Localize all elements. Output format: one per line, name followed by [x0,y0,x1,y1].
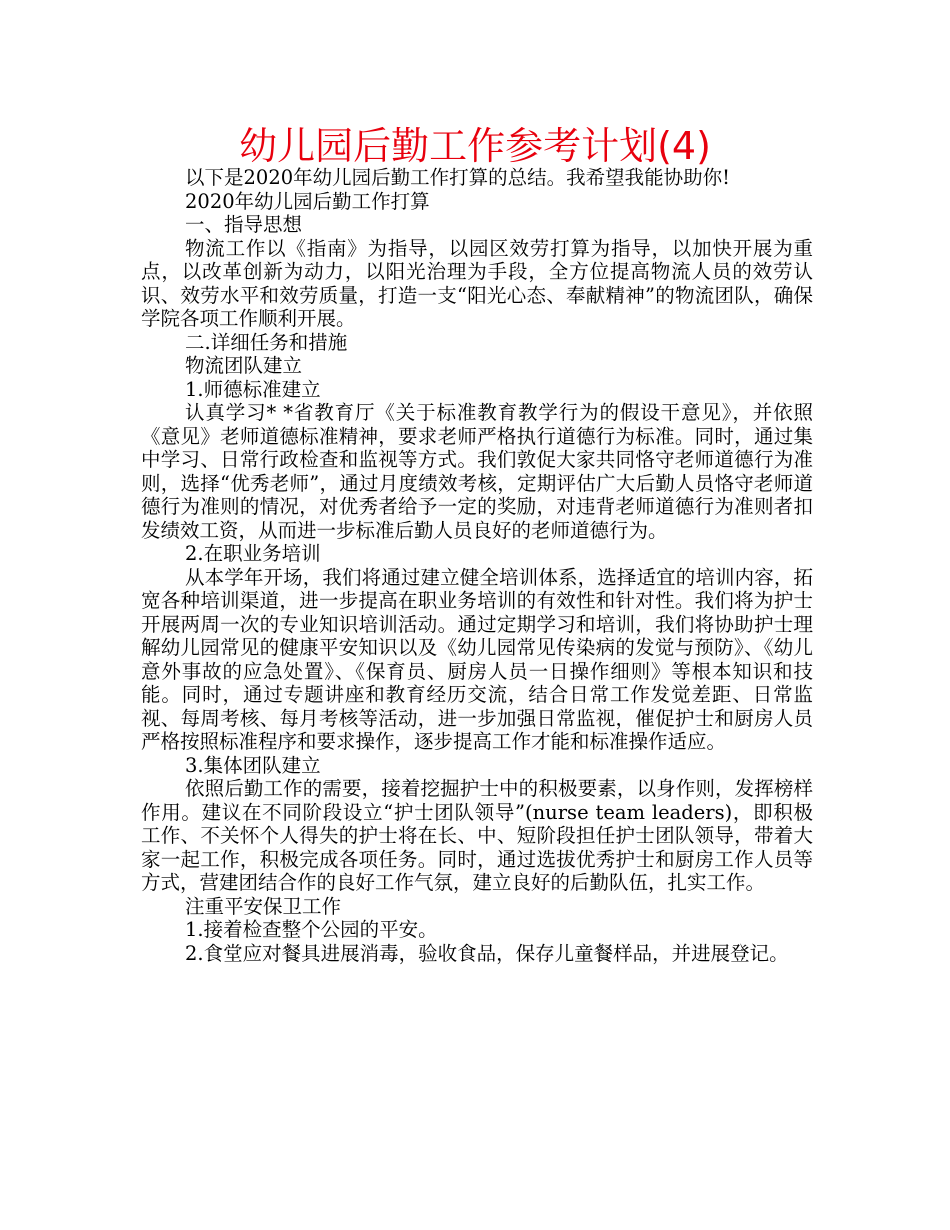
subheading-team-building: 物流团队建立 [185,354,303,377]
paragraph-plan-heading: 2020年幼儿园后勤工作打算 [185,189,430,213]
list-item-canteen: 2.食堂应对餐具进展消毒，验收食品，保存儿童餐样品，并进展登记。 [185,941,789,965]
document-title: 幼儿园后勤工作参考计划(4) [239,124,711,168]
section-heading-tasks-measures: 二.详细任务和措施 [185,330,348,354]
item-heading-ethics-standard: 1.师德标准建立 [185,377,321,401]
list-item-safety-check: 1.接着检查整个公园的平安。 [185,918,438,941]
item-heading-collective-team: 3.集体团队建立 [185,753,321,777]
paragraph-ethics-standard: 认真学习* *省教育厅《关于标准教育教学行为的假设干意见》，并依照《意见》老师道德标准精神，要求老师严格执行道德行为标准。同时，通过集中学习、日常行政检查和监视等方式。我们敦促大家共同恪守老师道德行为准则，选择“优秀老师”，通过月度绩效考核，定期评估广大后勤人员恪守老师道德行为准则的情况，对优秀者给予一定的奖励，对违背老师道德行为准则者扣发绩效工资，从而进一步标准后勤人员良好的老师道德行为。 [141,401,813,542]
paragraph-guiding-ideology: 物流工作以《指南》为指导，以园区效劳打算为指导，以加快开展为重点，以改革创新为动力，以阳光治理为手段，全方位提高物流人员的效劳认识、效劳水平和效劳质量，打造一支“阳光心态、奉献精神”的物流团队，确保学院各项工作顺利开展。 [141,236,813,330]
paragraph-intro: 以下是2020年幼儿园后勤工作打算的总结。我希望我能协助你! [185,166,730,189]
item-heading-in-service-training: 2.在职业务培训 [185,542,321,565]
subheading-safety-security: 注重平安保卫工作 [185,894,342,918]
paragraph-in-service-training: 从本学年开场，我们将通过建立健全培训体系，选择适宜的培训内容，拓宽各种培训渠道，进一步提高在职业务培训的有效性和针对性。我们将为护士开展两周一次的专业知识培训活动。通过定期学习和培训，我们将协助护士理解幼儿园常见的健康平安知识以及《幼儿园常见传染病的发觉与预防》、《幼儿意外事故的应急处置》、《保育员、厨房人员一日操作细则》等根本知识和技能。同时，通过专题讲座和教育经历交流，结合日常工作发觉差距、日常监视、每周考核、每月考核等活动，进一步加强日常监视，催促护士和厨房人员严格按照标准程序和要求操作，逐步提高工作才能和标准操作适应。 [141,565,813,753]
document-body [141,166,813,965]
paragraph-collective-team: 依照后勤工作的需要，接着挖掘护士中的积极要素，以身作则，发挥榜样作用。建议在不同阶段设立“护士团队领导”(nurse team leaders)，即积极工作、不关怀个人得失的护士将在长、中、短阶段担任护士团队领导，带着大家一起工作，积极完成各项任务。同时，通过选拔优秀护士和厨房工作人员等方式，营建团结合作的良好工作气氛，建立良好的后勤队伍，扎实工作。 [141,777,813,894]
section-heading-guiding-ideology: 一、指导思想 [185,213,303,236]
